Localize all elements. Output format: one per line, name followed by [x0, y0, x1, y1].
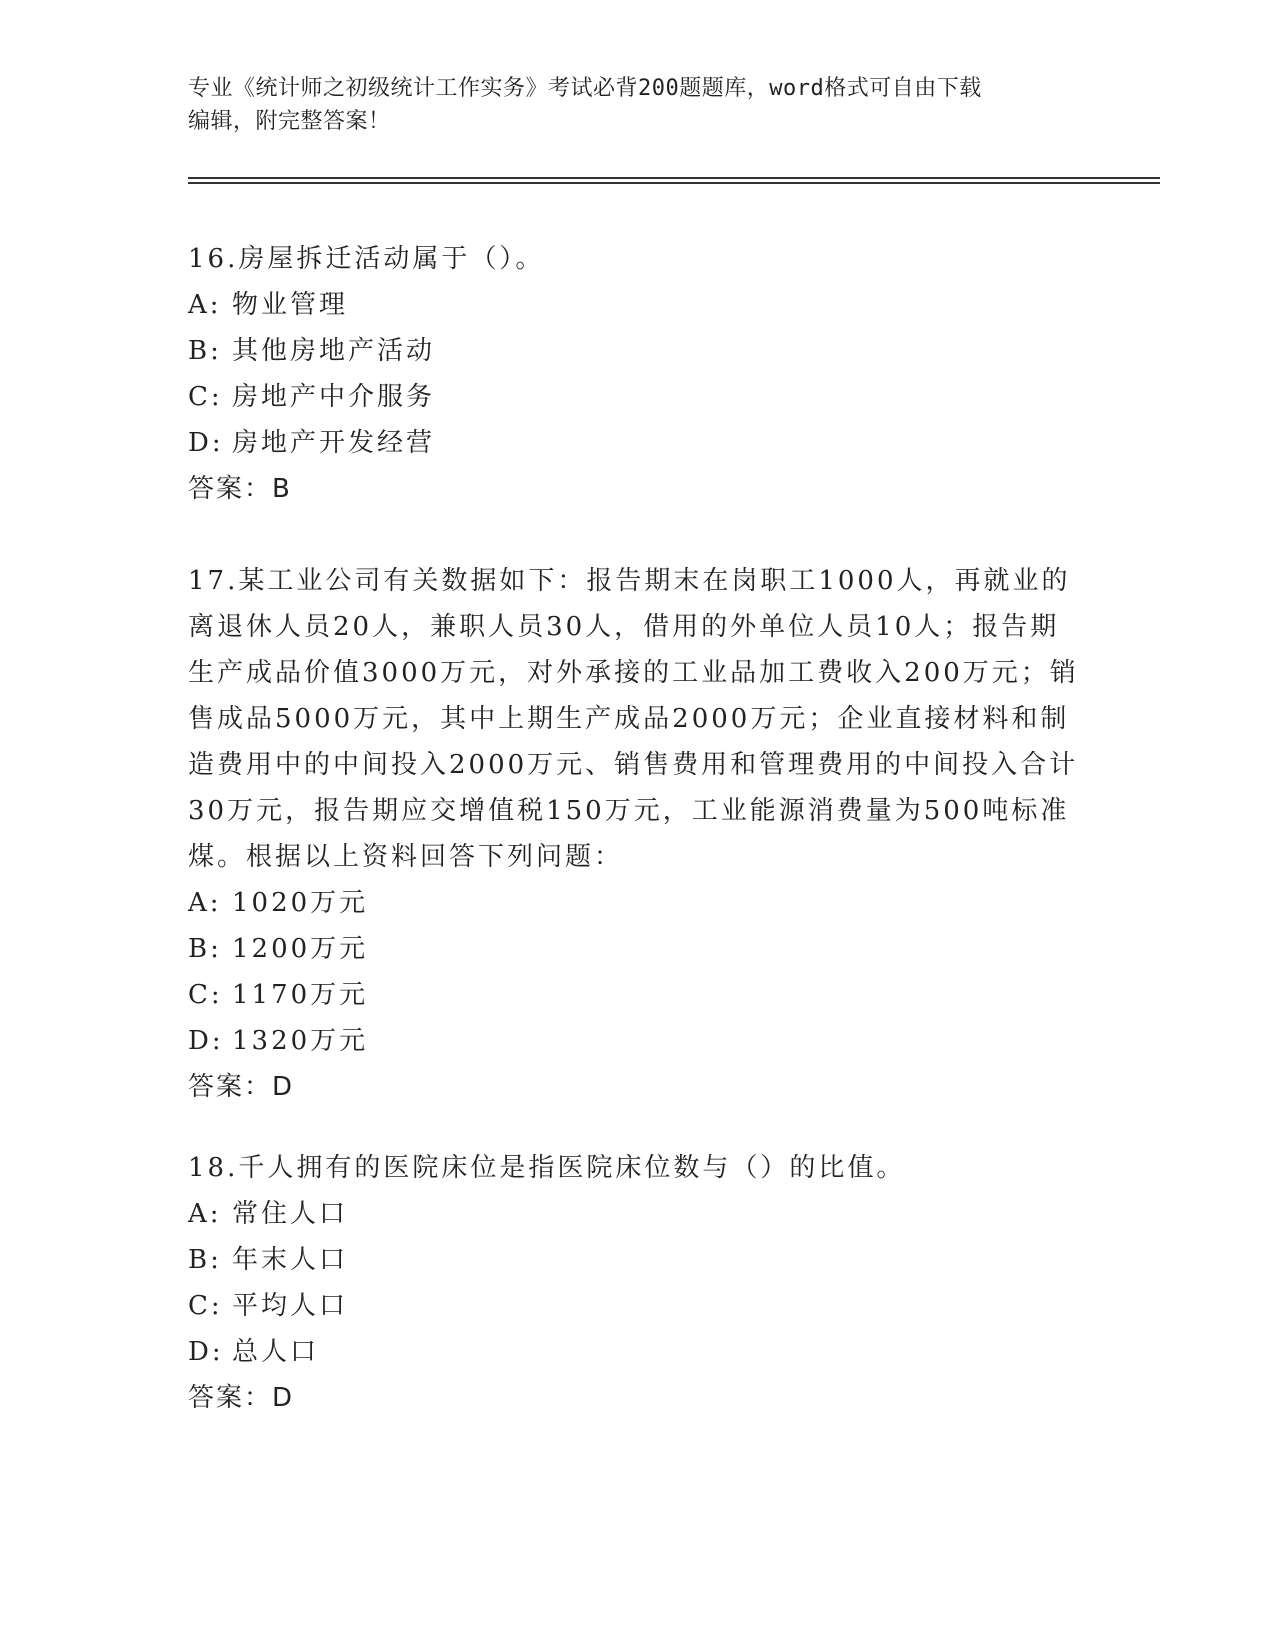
option-text: 1170万元: [232, 980, 369, 1010]
option-text: 1200万元: [232, 934, 369, 964]
option-text: 房地产中介服务: [232, 382, 436, 412]
question-17: [188, 558, 1088, 1110]
answer-line: 答案：D: [188, 1072, 295, 1102]
option-key: D:: [188, 1026, 224, 1056]
option-c: [188, 972, 1088, 1018]
option-key: B:: [188, 1245, 222, 1275]
option-b: [188, 328, 1088, 374]
option-text: 总人口: [232, 1337, 320, 1367]
option-text: 年末人口: [232, 1245, 349, 1275]
option-c: [188, 1283, 1088, 1329]
question-16: [188, 236, 1088, 512]
option-key: D:: [188, 1337, 224, 1367]
option-key: A:: [188, 290, 222, 320]
question-18: [188, 1145, 1088, 1421]
option-d: [188, 1018, 1088, 1064]
option-key: B:: [188, 934, 222, 964]
option-key: D:: [188, 428, 224, 458]
option-key: C:: [188, 1291, 223, 1321]
option-text: 1320万元: [232, 1026, 369, 1056]
option-d: [188, 420, 1088, 466]
option-a: [188, 282, 1088, 328]
document-header: [188, 72, 1088, 138]
question-stem: 16.房屋拆迁活动属于（）。: [188, 244, 545, 274]
option-key: A:: [188, 888, 222, 918]
option-key: C:: [188, 980, 223, 1010]
question-stem: 17.某工业公司有关数据如下：报告期末在岗职工1000人，再就业的离退休人员20人，兼职人员30人，借用的外单位人员10人；报告期生产成品价值3000万元，对外承接的工业品加工费收入200万元；销售成品5000万元，其中上期生产成品2000万元；企业直接材料和制造费用中的中间投入2000万元、销售费用和管理费用的中间投入合计30万元，报告期应交增值税150万元，工业能源消费量为500吨标准煤。根据以上资料回答下列问题：: [188, 566, 1079, 872]
option-key: B:: [188, 336, 222, 366]
question-stem: 18.千人拥有的医院床位是指医院床位数与（）的比值。: [188, 1153, 906, 1183]
option-text: 其他房地产活动: [232, 336, 436, 366]
option-a: [188, 1191, 1088, 1237]
option-text: 房地产开发经营: [232, 428, 436, 458]
option-d: [188, 1329, 1088, 1375]
option-text: 平均人口: [232, 1291, 349, 1321]
option-text: 物业管理: [232, 290, 349, 320]
header-line-1: 专业《统计师之初级统计工作实务》考试必背200题题库，word格式可自由下载: [188, 76, 982, 101]
option-text: 1020万元: [232, 888, 369, 918]
answer-line: 答案：B: [188, 474, 292, 504]
option-b: [188, 926, 1088, 972]
option-text: 常住人口: [232, 1199, 349, 1229]
option-b: [188, 1237, 1088, 1283]
option-key: C:: [188, 382, 223, 412]
option-key: A:: [188, 1199, 222, 1229]
answer-line: 答案：D: [188, 1383, 295, 1413]
option-a: [188, 880, 1088, 926]
header-divider-bottom: [188, 182, 1160, 184]
header-line-2: 编辑，附完整答案！: [188, 109, 391, 134]
option-c: [188, 374, 1088, 420]
header-divider-top: [188, 177, 1160, 179]
